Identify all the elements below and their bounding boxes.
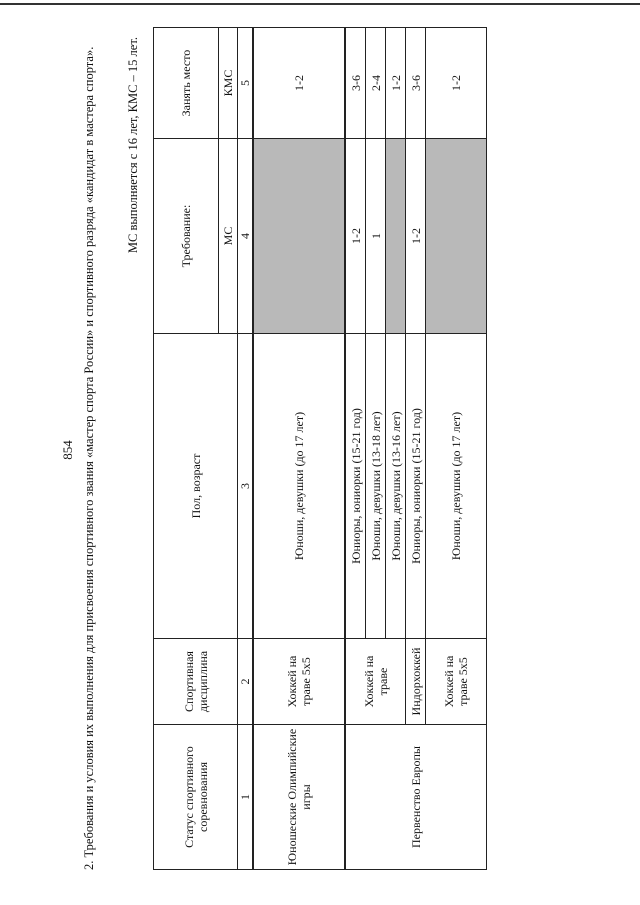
col-discipline-header: Спортивная дисциплина — [154, 639, 238, 725]
age-cell: Юноши, девушки (до 17 лет) — [253, 334, 345, 639]
age-note: МС выполняется с 16 лет, КМС – 15 лет. — [126, 37, 140, 254]
discipline-cell: Индорхоккей — [406, 639, 426, 725]
ms-cell-shaded — [386, 139, 406, 334]
col-number: 1 — [238, 725, 254, 870]
ms-cell-shaded — [426, 139, 487, 334]
requirements-table — [153, 27, 487, 870]
col-place-header: Занять место — [154, 28, 219, 139]
section-title: 2. Требования и условия их выполнения для присвоения спортивного звания «мастер спорта России» и спортивного разряда «кандидат в мастера спорта». — [82, 46, 96, 870]
place-cell: 1-2 — [253, 28, 345, 139]
col-number: 4 — [238, 139, 254, 334]
top-rule — [0, 3, 640, 5]
ms-cell: 1 — [366, 139, 386, 334]
table-row — [345, 28, 366, 870]
age-cell: Юниоры, юниорки (15-21 год) — [406, 334, 426, 639]
age-cell: Юноши, девушки (13-16 лет) — [386, 334, 406, 639]
place-cell: 3-6 — [345, 28, 366, 139]
table-row — [253, 28, 345, 870]
status-cell: Первенство Европы — [345, 725, 487, 870]
col-number: 3 — [238, 334, 254, 639]
col-requirement-header: Требование: — [154, 139, 219, 334]
rotated-page — [60, 25, 580, 875]
place-cell: 3-6 — [406, 28, 426, 139]
column-number-row — [238, 28, 254, 870]
header-row — [154, 28, 219, 870]
ms-cell: 1-2 — [406, 139, 426, 334]
status-cell: Юношеские Олимпийские игры — [253, 725, 345, 870]
discipline-cell: Хоккей на траве — [345, 639, 406, 725]
ms-cell: 1-2 — [345, 139, 366, 334]
discipline-cell: Хоккей на траве 5x5 — [253, 639, 345, 725]
place-cell: 1-2 — [426, 28, 487, 139]
ms-cell-shaded — [253, 139, 345, 334]
col-status-header: Статус спортивного соревнования — [154, 725, 238, 870]
discipline-cell: Хоккей на траве 5x5 — [426, 639, 487, 725]
col-age-header: Пол, возраст — [154, 334, 238, 639]
col-number: 5 — [238, 28, 254, 139]
age-cell: Юноши, девушки (13-18 лет) — [366, 334, 386, 639]
page-number: 854 — [60, 440, 75, 460]
col-kms-header: КМС — [219, 28, 238, 139]
age-cell: Юниоры, юниорки (15-21 год) — [345, 334, 366, 639]
place-cell: 1-2 — [386, 28, 406, 139]
col-number: 2 — [238, 639, 254, 725]
age-cell: Юноши, девушки (до 17 лет) — [426, 334, 487, 639]
col-ms-header: МС — [219, 139, 238, 334]
place-cell: 2-4 — [366, 28, 386, 139]
